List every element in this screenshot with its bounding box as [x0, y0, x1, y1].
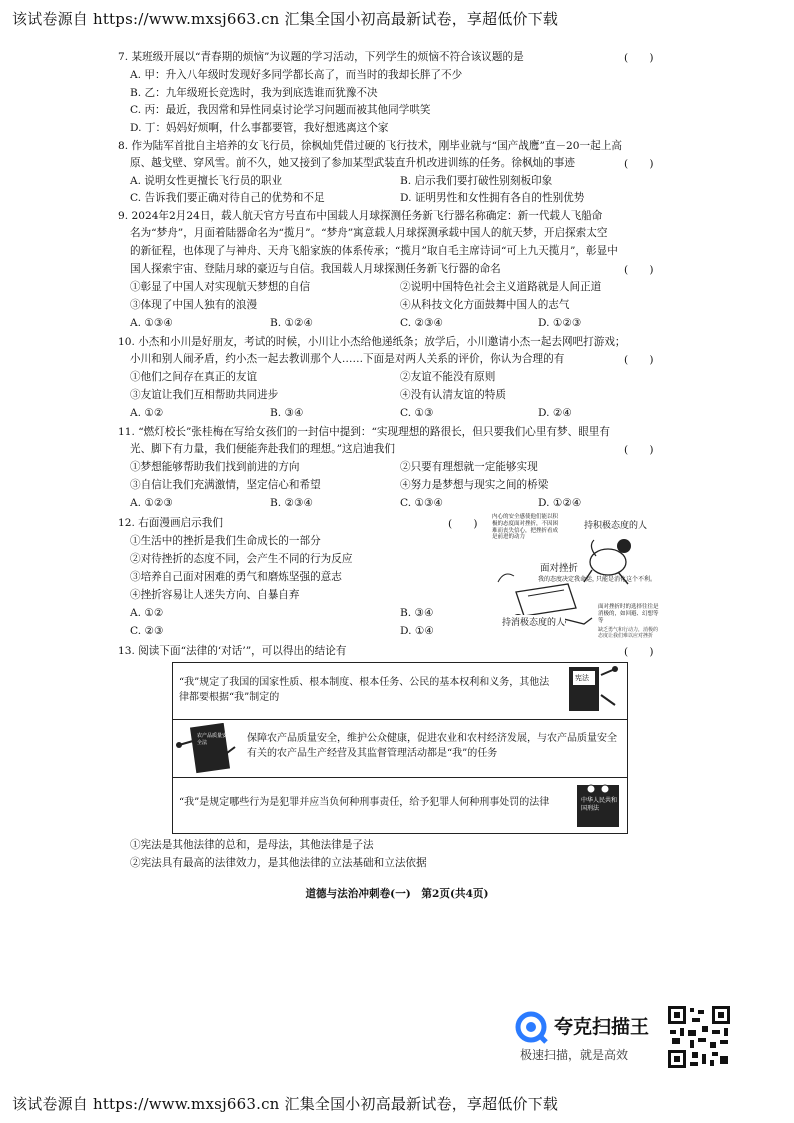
q11-bracket: ( )	[624, 444, 654, 456]
q10-bracket: ( )	[624, 354, 654, 366]
scanner-watermark	[514, 1006, 664, 1066]
q11-option-c: C. ①③④	[400, 497, 443, 509]
criminal-law-book-title: 中华人民共和国刑法	[581, 797, 618, 812]
q11-option-a: A. ①②③	[130, 497, 173, 509]
qr-code-icon	[666, 1004, 732, 1070]
q11-item-3: ③自信让我们充满激情，坚定信心和希望	[130, 479, 321, 491]
scanner-logo-icon	[514, 1010, 548, 1044]
cartoon-speech: 我的态度决定我命运，	[538, 576, 599, 583]
q8-stem-line1: 8. 作为陆军首批自主培养的女飞行员，徐枫灿凭借过硬的飞行技术，刚毕业就与“国产战鹰”直－20一起上高	[118, 140, 622, 152]
law-row-criminal	[173, 777, 627, 833]
q7-option-b: B. 乙：九年级班长竞选时，我为到底选谁而犹豫不决	[130, 87, 378, 99]
q12-item-1: ①生活中的挫折是我们生命成长的一部分	[130, 535, 321, 547]
q10-item-1: ①他们之间存在真正的友谊	[130, 371, 258, 383]
q10-option-c: C. ①③	[400, 407, 434, 419]
q9-option-c: C. ②③④	[400, 317, 443, 329]
criminal-law-book-icon	[573, 781, 623, 831]
cartoon-bottom-note: 面对挫折时的选择往往是消极的，如回避、幻想等等	[598, 604, 659, 624]
q10-item-4: ④没有认清友谊的特质	[400, 389, 506, 401]
q13-stem: 13. 阅读下面“法律的‘对话’”，可以得出的结论有	[118, 645, 347, 657]
q11-stem-line2: 光、脚下有力量，我们便能奔赴我们的理想。”这启迪我们	[130, 443, 395, 455]
header-banner: 该试卷源自 https://www.mxsj663.cn 汇集全国小初高最新试卷，享超低价下载	[12, 10, 559, 28]
cartoon-top-note: 内心的安全感使他们能以积极的态度面对挫折，不因困难而丧失信心，把挫折看成是前进的动力	[492, 514, 559, 541]
q8-stem-line2: 原、越戈壁、穿风雪。前不久，她又接到了参加某型武装直升机改进训练的任务。徐枫灿的事迹	[130, 157, 575, 169]
q12-option-c: C. ②③	[130, 625, 164, 637]
constitution-book-icon	[565, 665, 621, 715]
q12-cartoon	[488, 512, 664, 644]
q13-item-2: ②宪法具有最高的法律效力，是其他法律的立法基础和立法依据	[130, 857, 427, 869]
q9-item-1: ①彰显了中国人对实现航天梦想的自信	[130, 281, 311, 293]
q9-option-d: D. ①②③	[538, 317, 582, 329]
q7-option-a: A. 甲：升入八年级时发现好多同学都长高了，而当时的我却长胖了不少	[130, 69, 463, 81]
q8-option-d: D. 证明男性和女性拥有各自的性别优势	[400, 192, 585, 204]
q12-bracket: ( )	[448, 518, 478, 530]
q7-bracket: ( )	[624, 52, 654, 64]
q10-option-a: A. ①②	[130, 407, 164, 419]
q7-option-d: D. 丁：妈妈好烦啊，什么事都要管，我好想逃离这个家	[130, 122, 389, 134]
q11-item-1: ①梦想能够帮助我们找到前进的方向	[130, 461, 300, 473]
agri-law-book-icon	[175, 723, 237, 775]
q8-option-a: A. 说明女性更擅长飞行员的职业	[130, 175, 283, 187]
q9-stem-line4: 国人探索宇宙、登陆月球的豪迈与自信。我国载人月球探测任务新飞行器的命名	[130, 263, 501, 275]
q9-stem-line2: 名为“梦舟”，月面着陆器命名为“揽月”。“梦舟”寓意载人月球探测承载中国人的航天梦，开启探索太空	[130, 227, 608, 239]
agri-law-book-title: 农产品质量安全法	[197, 733, 228, 746]
law-dialogue-box	[172, 662, 628, 834]
law-row-constitution-text: “我”规定了我国的国家性质、根本制度、根本任务、公民的基本权利和义务，其他法律都要根据“我”制定的	[179, 677, 550, 703]
q11-item-4: ④努力是梦想与现实之间的桥梁	[400, 479, 549, 491]
q12-stem: 12. 右面漫画启示我们	[118, 517, 223, 529]
q7-option-c: C. 丙：最近，我因常和异性同桌讨论学习问题而被其他同学哄笑	[130, 104, 431, 116]
q8-bracket: ( )	[624, 158, 654, 170]
cartoon-label-center: 面对挫折	[540, 563, 579, 574]
cartoon-label-positive: 持积极态度的人	[584, 521, 648, 531]
q9-item-4: ④从科技文化方面鼓舞中国人的志气	[400, 299, 570, 311]
q9-stem-line1: 9. 2024年2月24日，载人航天官方号直布中国载人月球探测任务新飞行器名称确定：新一代载人飞船命	[118, 210, 603, 222]
page-footer: 道德与法治冲刺卷(一) 第2页(共4页)	[305, 888, 489, 900]
q7-stem: 7. 某班级开展以“青春期的烦恼”为议题的学习活动，下列学生的烦恼不符合该议题的是	[118, 51, 524, 63]
q10-option-b: B. ③④	[270, 407, 304, 419]
q10-item-3: ③友谊让我们互相帮助共同进步	[130, 389, 279, 401]
q12-option-a: A. ①②	[130, 607, 164, 619]
q8-option-b: B. 启示我们要打破性别刻板印象	[400, 175, 553, 187]
q11-option-d: D. ①②④	[538, 497, 582, 509]
q12-option-b: B. ③④	[400, 607, 434, 619]
law-row-agri	[173, 719, 627, 778]
footer-banner: 该试卷源自 https://www.mxsj663.cn 汇集全国小初高最新试卷，享超低价下载	[12, 1095, 559, 1113]
cartoon-bottom-note-2: 缺乏勇气和行动力，消极的态度让我们难以应对挫折	[598, 627, 659, 639]
q12-item-4: ④挫折容易让人迷失方向、自暴自弃	[130, 589, 300, 601]
q12-item-3: ③培养自己面对困难的勇气和磨炼坚强的意志	[130, 571, 342, 583]
q13-bracket: ( )	[624, 646, 654, 658]
q9-stem-line3: 的新征程，也体现了与神舟、天舟飞船家族的体系传承；“揽月”取自毛主席诗词“可上九天揽月”，彰显中	[130, 245, 618, 257]
scanner-brand: 夸克扫描王	[554, 1016, 650, 1038]
q9-bracket: ( )	[624, 264, 654, 276]
law-row-constitution	[173, 663, 627, 720]
q11-option-b: B. ②③④	[270, 497, 314, 509]
q10-stem-line1: 10. 小杰和小川是好朋友，考试的时候，小川让小杰给他递纸条；放学后，小川邀请小杰一起去网吧打游戏；	[118, 336, 626, 348]
q12-option-d: D. ①④	[400, 625, 434, 637]
q11-item-2: ②只要有理想就一定能够实现	[400, 461, 538, 473]
q9-item-3: ③体现了中国人独有的浪漫	[130, 299, 258, 311]
q9-option-a: A. ①③④	[130, 317, 173, 329]
q12-item-2: ②对待挫折的态度不同，会产生不同的行为反应	[130, 553, 353, 565]
q9-item-2: ②说明中国特色社会主义道路就是人间正道	[400, 281, 602, 293]
constitution-book-title: 宪法	[575, 674, 589, 682]
q9-option-b: B. ①②④	[270, 317, 314, 329]
q10-item-2: ②友谊不能没有原则	[400, 371, 496, 383]
q13-item-1: ①宪法是其他法律的总和，是母法，其他法律是子法	[130, 839, 374, 851]
scanner-slogan: 极速扫描，就是高效	[520, 1048, 629, 1062]
cartoon-label-negative: 持消极态度的人	[502, 615, 565, 628]
law-row-criminal-text: “我”是规定哪些行为是犯罪并应当负何种刑事责任，给予犯罪人何种刑事处罚的法律	[179, 797, 550, 808]
q10-option-d: D. ②④	[538, 407, 572, 419]
cartoon-speech-2: 只能是消化这个不利。	[596, 576, 657, 583]
q11-stem-line1: 11. “燃灯校长”张桂梅在写给女孩们的一封信中提到：“实现理想的路很长，但只要我们心里有梦、眼里有	[118, 426, 610, 438]
law-row-agri-text: 保障农产品质量安全，维护公众健康，促进农业和农村经济发展，与农产品质量安全有关的农产品生产经营及其监督管理活动都是“我”的任务	[247, 733, 617, 759]
q10-stem-line2: 小川和别人闹矛盾，约小杰一起去教训那个人……下面是对两人关系的评价，你认为合理的有	[130, 353, 565, 365]
q8-option-c: C. 告诉我们要正确对待自己的优势和不足	[130, 192, 325, 204]
